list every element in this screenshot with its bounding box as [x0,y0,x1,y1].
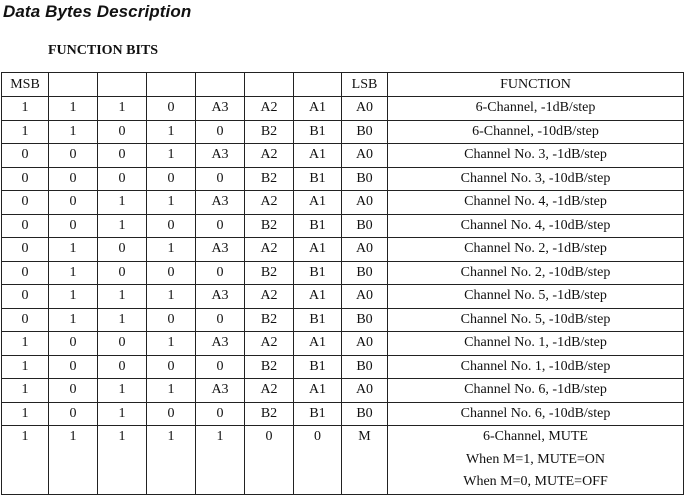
bit-cell: 0 [49,379,98,403]
bit-cell: 0 [196,120,245,144]
bit-cell: 0 [147,308,196,332]
bit-cell: 0 [245,426,294,495]
bit-cell: 1 [147,379,196,403]
bit-cell: A2 [245,238,294,262]
function-cell [388,355,684,379]
bit-cell: 0 [49,144,98,168]
bit-cell: B0 [342,167,388,191]
bit-cell: 0 [98,144,147,168]
function-cell [388,308,684,332]
bit-cell: B1 [294,308,342,332]
header-bit-5 [98,73,147,97]
bit-cell: A1 [294,97,342,121]
bit-cell: B2 [245,167,294,191]
bit-cell: 0 [2,167,49,191]
function-line: Channel No. 2, -1dB/step [464,241,607,256]
table-row [2,379,684,403]
function-line: 6-Channel, MUTE [483,429,588,444]
bit-cell: B0 [342,308,388,332]
table-row [2,120,684,144]
function-cell [388,332,684,356]
function-cell [388,379,684,403]
bit-cell: A3 [196,191,245,215]
bit-cell: B0 [342,402,388,426]
page-title: Data Bytes Description [3,2,192,21]
bit-cell: B2 [245,308,294,332]
function-line: Channel No. 1, -10dB/step [460,358,611,374]
bit-cell: 1 [98,379,147,403]
function-cell [388,285,684,309]
bit-cell: 1 [2,379,49,403]
function-line: 6-Channel, -10dB/step [472,123,599,139]
function-cell [388,402,684,426]
function-line: 6-Channel, -1dB/step [475,100,596,115]
table-row [2,426,684,495]
bit-cell: A1 [294,144,342,168]
bit-cell: A1 [294,379,342,403]
bit-cell: 0 [147,402,196,426]
bit-cell: 0 [2,285,49,309]
bit-cell: A0 [342,238,388,262]
function-line: Channel No. 4, -10dB/step [460,217,611,233]
bit-cell: 0 [98,167,147,191]
bit-cell: 0 [147,261,196,285]
bit-cell: 1 [2,426,49,495]
bit-cell: 1 [98,308,147,332]
function-line: Channel No. 2, -10dB/step [460,264,611,280]
function-cell [388,191,684,215]
bit-cell: 0 [2,214,49,238]
bit-cell: A0 [342,144,388,168]
bit-cell: 1 [49,120,98,144]
bit-cell: 0 [2,144,49,168]
function-cell [388,97,684,121]
bit-cell: 1 [147,144,196,168]
bit-cell: A3 [196,285,245,309]
function-line: When M=1, MUTE=ON [465,451,606,467]
bit-cell: A2 [245,332,294,356]
bit-cell: 0 [2,191,49,215]
bit-cell: 0 [196,402,245,426]
table-row [2,167,684,191]
bit-cell: 1 [49,426,98,495]
bit-cell: 1 [98,214,147,238]
bit-cell: B0 [342,214,388,238]
table-row [2,238,684,262]
table-row [2,308,684,332]
bit-cell: 1 [2,355,49,379]
bit-cell: 0 [98,238,147,262]
bit-cell: 0 [196,167,245,191]
bit-cell: M [342,426,388,495]
table-row [2,285,684,309]
bit-cell: 0 [49,402,98,426]
bit-cell: 0 [196,308,245,332]
function-line: Channel No. 6, -1dB/step [464,382,607,397]
table-row [2,261,684,285]
bit-cell: B0 [342,261,388,285]
bit-cell: B2 [245,214,294,238]
bit-cell: 1 [2,402,49,426]
bit-cell: 1 [2,332,49,356]
function-cell [388,261,684,285]
bit-cell: 0 [147,97,196,121]
bit-cell: 1 [49,261,98,285]
bit-cell: 0 [147,214,196,238]
table-row [2,191,684,215]
bit-cell: 1 [98,285,147,309]
bit-cell: 1 [49,308,98,332]
bit-cell: 0 [98,332,147,356]
bit-cell: A3 [196,97,245,121]
header-bit-4 [147,73,196,97]
bit-cell: B2 [245,120,294,144]
bit-cell: 1 [147,332,196,356]
bit-cell: 1 [49,285,98,309]
function-line: Channel No. 5, -1dB/step [464,288,607,303]
function-cell [388,426,684,495]
table-body [2,97,684,495]
bit-cell: B0 [342,120,388,144]
function-line: Channel No. 3, -10dB/step [460,170,611,186]
bit-cell: 0 [98,355,147,379]
bit-cell: 0 [49,214,98,238]
bit-cell: 0 [2,308,49,332]
bit-cell: B1 [294,261,342,285]
bit-cell: 1 [2,97,49,121]
bit-cell: A0 [342,285,388,309]
function-line: Channel No. 3, -1dB/step [464,147,607,162]
header-lsb: LSB [342,73,388,97]
bit-cell: A3 [196,144,245,168]
function-line: Channel No. 4, -1dB/step [464,194,607,209]
bit-cell: 0 [98,120,147,144]
bit-cell: A1 [294,238,342,262]
bit-cell: 0 [196,355,245,379]
bit-cell: 0 [49,355,98,379]
function-line: Channel No. 1, -1dB/step [464,335,607,350]
function-line: When M=0, MUTE=OFF [463,474,608,489]
table-row [2,332,684,356]
header-function: FUNCTION [388,73,684,97]
bit-cell: 1 [147,120,196,144]
header-bit-6 [49,73,98,97]
bit-cell: B2 [245,261,294,285]
function-cell [388,144,684,168]
bit-cell: A3 [196,332,245,356]
bit-cell: A1 [294,191,342,215]
bit-cell: 1 [98,191,147,215]
bit-cell: A2 [245,285,294,309]
bit-cell: B1 [294,355,342,379]
bit-cell: A2 [245,379,294,403]
bit-cell: A2 [245,191,294,215]
bit-cell: 1 [98,97,147,121]
function-cell [388,238,684,262]
bit-cell: 0 [2,261,49,285]
bit-cell: B1 [294,167,342,191]
bit-cell: B2 [245,355,294,379]
bit-cell: 0 [49,167,98,191]
bit-cell: A3 [196,238,245,262]
bit-cell: 1 [98,402,147,426]
section-subtitle: FUNCTION BITS [48,43,159,58]
bit-cell: 1 [196,426,245,495]
header-msb: MSB [2,73,49,97]
bit-cell: A2 [245,97,294,121]
bit-cell: 0 [49,332,98,356]
function-cell [388,167,684,191]
bit-cell: A0 [342,332,388,356]
bit-cell: 1 [147,238,196,262]
function-line: Channel No. 5, -10dB/step [460,311,611,327]
bit-cell: 0 [147,355,196,379]
bit-cell: A1 [294,285,342,309]
function-line: Channel No. 6, -10dB/step [460,405,611,421]
bit-cell: B0 [342,355,388,379]
bit-cell: 1 [49,238,98,262]
table-row [2,97,684,121]
bit-cell: 0 [294,426,342,495]
bit-cell: A0 [342,97,388,121]
function-bits-table [1,72,684,495]
header-bit-3 [196,73,245,97]
bit-cell: 1 [147,426,196,495]
header-bit-1 [294,73,342,97]
bit-cell: B2 [245,402,294,426]
bit-cell: 0 [49,191,98,215]
bit-cell: A0 [342,191,388,215]
table-row [2,402,684,426]
bit-cell: 0 [196,261,245,285]
bit-cell: A1 [294,332,342,356]
table-header-row [2,73,684,97]
bit-cell: B1 [294,120,342,144]
bit-cell: 0 [196,214,245,238]
bit-cell: 1 [98,426,147,495]
bit-cell: B1 [294,402,342,426]
bit-cell: 1 [49,97,98,121]
header-bit-2 [245,73,294,97]
bit-cell: A2 [245,144,294,168]
function-cell [388,214,684,238]
bit-cell: 0 [147,167,196,191]
bit-cell: 0 [98,261,147,285]
table-row [2,144,684,168]
bit-cell: B1 [294,214,342,238]
bit-cell: 0 [2,238,49,262]
bit-cell: A0 [342,379,388,403]
function-cell [388,120,684,144]
bit-cell: A3 [196,379,245,403]
table-row [2,355,684,379]
bit-cell: 1 [2,120,49,144]
bit-cell: 1 [147,191,196,215]
bit-cell: 1 [147,285,196,309]
table-row [2,214,684,238]
